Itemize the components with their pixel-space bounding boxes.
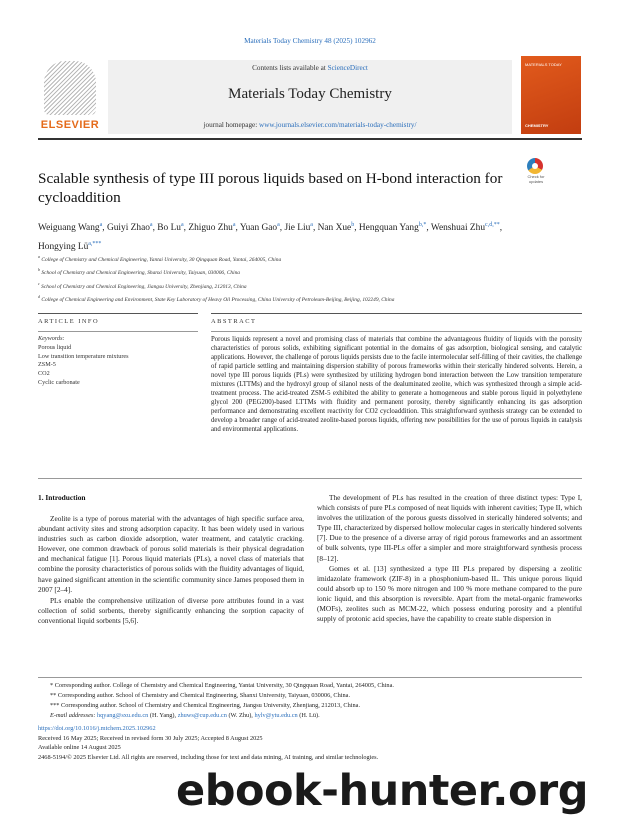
sciencedirect-link[interactable]: ScienceDirect <box>327 64 368 72</box>
elsevier-tree-icon <box>44 61 96 115</box>
author-affiliation-marker[interactable]: a <box>232 222 236 228</box>
author-affiliation-marker[interactable]: c,d,** <box>485 222 500 228</box>
homepage-line: journal homepage: www.journals.elsevier.com/materials-today-chemistry/ <box>203 121 417 129</box>
author-name[interactable]: Zhiguo Zhu <box>188 223 233 234</box>
journal-homepage-link[interactable]: www.journals.elsevier.com/materials-today-chemistry/ <box>259 121 417 129</box>
author-name[interactable]: Hengquan Yang <box>358 223 419 234</box>
author-name[interactable]: Guiyi Zhao <box>106 223 150 234</box>
check-for-updates-button[interactable] <box>521 158 551 184</box>
abstract-bottom-rule <box>38 478 582 479</box>
keyword-item: Low transition temperature mixtures <box>38 352 129 360</box>
article-info-heading: ARTICLE INFO <box>38 318 100 325</box>
keywords-rule <box>38 331 198 332</box>
author-name[interactable]: Weiguang Wang <box>38 223 100 234</box>
paragraph: PLs enable the comprehensive utilization of diverse pore attributes found in a vast collection of solid sorbents, thereby significantly enhancing the sorption capacity of conventional liquid sorbents [5,6]. <box>38 595 304 625</box>
abstract-text: Porous liquids represent a novel and promising class of materials that combine the advantageous fluidity of liquids with the porosity characteristics of porous solids, exhibiting significant potential in the domains of gas adsorption, biological sensing, and catalytic applications. However, the challenge of porous liquids persists due to the facile intermolecular self-filling of their cavities, the challenge of rapid particle settling and maintaining dispersion stability of porous frameworks within their sterically hindered solvents. Herein, a novel type III porous liquids (PLs) were synthesized by utilizing hydrogen bond interaction between the Low transition temperature mixtures (LTTMs) and the hydroxyl group of silanol nests of the dealuminated zeolite, which was synthesized through a simple acid-treatment process. The acid-treated ZSM-5 exhibited the ability to generate a homogeneous and stable porous liquid in polyethylene glycol 200 (PEG200)-based LTTMs with fluidity and permanent porosity, thereby significantly enhancing its gas adsorption performance and demonstrating excellent reactivity for CO2 cycloaddition. This straightforward synthesis strategy can be extended to develop a broader range of acid-treated zeolite-based porous liquids, offering new possibilities for the use of porous liquids in catalysis and environmental applications. <box>211 336 582 433</box>
author-affiliation-marker[interactable]: a <box>310 222 313 228</box>
abstract-heading: ABSTRACT <box>211 318 257 325</box>
author-name[interactable]: Yuan Gao <box>239 223 278 234</box>
keywords-list <box>38 344 198 388</box>
affiliation-item <box>38 292 582 305</box>
email-addresses: E-mail addresses: hqyang@sxu.edu.cn (H. Yang), zhuws@cup.edu.cn (W. Zhu), hylv@ytu.edu.cn (H. Lü). <box>50 712 320 719</box>
keywords-block <box>38 335 198 388</box>
elsevier-logo <box>38 57 102 133</box>
author-name[interactable]: Bo Lu <box>157 223 181 234</box>
paragraph: Zeolite is a type of porous material with the advantages of high specific surface area, abundant activity sites and strong adsorption capacity. It has been widely used in various industries such as carbon dioxide adsorption, water treatment, and catalytic cracking. However, one common drawback of porous solid materials is their physical degradation and mechanical fatigue [1]. Porous liquid materials (PLs), a novel class of materials that combine the porosity characteristics of porous solids with the fluidity advantages of liquid, have gained significant attention in the scientific community since James proposed them in 2007 [2–4]. <box>38 514 304 594</box>
author-affiliation-marker[interactable]: b,* <box>418 222 427 228</box>
available-online: Available online 14 August 2025 <box>38 744 121 752</box>
header-divider <box>38 138 582 140</box>
keyword-item: ZSM-5 <box>38 361 56 369</box>
affiliation-key: a <box>38 254 40 259</box>
journal-citation[interactable]: Materials Today Chemistry 48 (2025) 102962 <box>244 37 376 45</box>
keyword-item: CO2 <box>38 370 50 378</box>
keyword-item: Cyclic carbonate <box>38 378 80 386</box>
article-metadata <box>38 724 582 762</box>
paragraph: The development of PLs has resulted in the creation of three distinct types: Type I, which consists of pure PLs composed of neat liquids with inherent cavities; Type II, which involves the utilization of the porous guests dissolved in sterically hindered solvents; and Type III, characterized by dispersed hollow molecular cages in sterically hindered solvents [7]. Due to the presence of a diverse array of rigid porous frameworks and an assortment of bulk solvents, type III-PLs offer a simpler and more straightforward synthesis process [8–12]. <box>317 493 582 563</box>
affiliation-item <box>38 279 582 292</box>
email-link-lu[interactable]: hylv@ytu.edu.cn <box>254 712 298 719</box>
abstract-rule <box>211 313 582 314</box>
journal-cover-thumbnail[interactable] <box>521 56 581 134</box>
author-affiliation-marker[interactable]: a <box>149 222 153 228</box>
author-affiliation-marker[interactable]: b <box>351 222 355 228</box>
footnote: ** Corresponding author. School of Chemistry and Chemical Engineering, Shanxi University, Taiyuan, 030006, China. <box>50 692 351 699</box>
affiliation-key: d <box>38 294 40 300</box>
publisher-name: ELSEVIER <box>40 119 100 131</box>
email-link-zhu[interactable]: zhuws@cup.edu.cn <box>177 712 227 719</box>
footnote: *** Corresponding author. School of Chemistry and Chemical Engineering, Jiangsu University, Zhenjiang, 212013, China. <box>50 702 361 709</box>
affiliation-text: College of Chemistry and Chemical Engineering, Yantai University, 30 Qingquan Road, Yantai, 264005, China <box>41 256 282 263</box>
affiliation-text: College of Chemical Engineering and Environment, State Key Laboratory of Heavy Oil Processing, China University of Petroleum-Beijing, Beijing, 102249, China <box>41 296 395 303</box>
received-dates: Received 16 May 2025; Received in revised form 30 July 2025; Accepted 8 August 2025 <box>38 734 263 742</box>
affiliation-list <box>38 252 582 306</box>
article-info-rule <box>38 313 198 314</box>
contents-line: Contents lists available at ScienceDirect <box>252 64 368 72</box>
body-left-column <box>38 514 304 626</box>
author-name[interactable]: Jie Liu <box>284 223 311 234</box>
cover-subtitle: CHEMISTRY <box>525 123 549 128</box>
author-name[interactable]: Hongying Lü <box>38 241 89 252</box>
author-affiliation-marker[interactable]: a,*** <box>88 240 102 247</box>
doi-link[interactable]: https://doi.org/10.1016/j.mtchem.2025.102962 <box>38 725 156 732</box>
journal-title: Materials Today Chemistry <box>228 86 392 102</box>
email-link-yang[interactable]: hqyang@sxu.edu.cn <box>97 712 149 719</box>
affiliation-text: School of Chemistry and Chemical Engineering, Shanxi University, Taiyuan, 030006, China <box>41 270 240 277</box>
article-title: Scalable synthesis of type III porous liquids based on H-bond interaction for cycloaddition <box>38 170 503 206</box>
copyright-notice: 2468-5194/© 2025 Elsevier Ltd. All rights are reserved, including those for text and data mining, AI training, and similar technologies. <box>38 753 379 761</box>
author-name[interactable]: Nan Xue <box>317 223 352 234</box>
abstract-inner-rule <box>211 331 582 332</box>
keyword-item: Porous liquid <box>38 343 72 351</box>
keywords-label: Keywords: <box>38 335 65 342</box>
cover-title: MATERIALS TODAY <box>525 62 562 67</box>
affiliation-item <box>38 252 582 265</box>
body-right-column <box>317 493 582 624</box>
check-updates-label: Check for updates <box>527 174 545 184</box>
author-list: Weiguang Wang$^a$, Guiyi Zhao$^a$, Bo Lu$^a$, Zhiguo Zhu$^a$, Yuan Gao$^a$, Jie Liu$^a$, Nan Xue$^b$, Hengquan Yang$^{b,*}$, Wenshuai Zhu$^{c,d,**}$, Hongying $Lü^{a,***}$ <box>38 222 503 252</box>
author-affiliation-marker[interactable]: a <box>99 222 103 228</box>
paragraph: Gomes et al. [13] synthesized a type III PLs prepared by dispersing a zeolitic imidazolate framework (ZIF-8) in a phosphonium-based IL. This unique porous liquid could absorb up to 150 % more nitrogen and 100 % more methane compared to the pure ionic liquid, and this absorption is reversible. Apart from the metal-organic frameworks (MOFs), zeolites such as MCM-22, which possess enduring porosity and a plentiful supply of protonic acid species, have the capability to create stable dispersion in <box>317 563 582 624</box>
affiliation-key: c <box>38 280 40 286</box>
author-affiliation-marker[interactable]: a <box>277 222 280 228</box>
author-affiliation-marker[interactable]: a <box>180 222 184 228</box>
affiliation-key: b <box>38 267 40 273</box>
footnote: * Corresponding author. College of Chemistry and Chemical Engineering, Yantai University, 30 Qingquan Road, Yantai, 264005, China. <box>50 682 394 689</box>
watermark-text: ebook-hunter.org <box>176 766 588 816</box>
footnotes <box>38 681 582 721</box>
footnote-rule <box>38 677 582 678</box>
check-updates-icon <box>527 158 543 174</box>
affiliation-text: School of Chemistry and Chemical Engineering, Jiangsu University, Zhenjiang, 212013, China <box>41 283 247 290</box>
affiliation-item <box>38 265 582 278</box>
section-heading-introduction: 1. Introduction <box>38 493 86 502</box>
author-name[interactable]: Wenshuai Zhu <box>430 223 486 234</box>
